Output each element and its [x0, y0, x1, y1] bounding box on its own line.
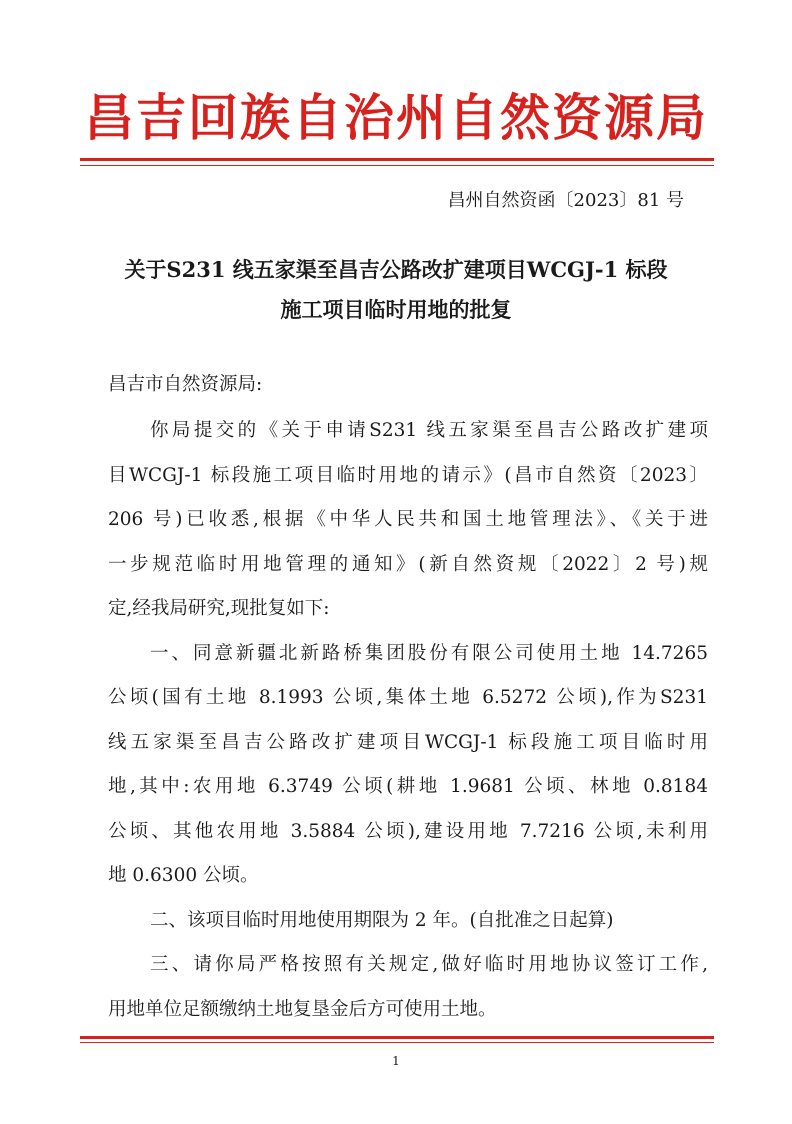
body-line: 线五家渠至昌吉公路改扩建项目WCGJ-1 标段施工项目临时用	[108, 731, 708, 753]
salutation: 昌吉市自然资源局:	[108, 374, 263, 395]
body-line: 目WCGJ-1 标段施工项目临时用地的请示》(昌市自然资〔2023〕	[108, 464, 708, 486]
masthead-red-rule-thick	[80, 158, 714, 161]
body-line: 三、请你局严格按照有关规定,做好临时用地协议签订工作,	[150, 954, 708, 975]
body-line: 地 0.6300 公顷。	[108, 865, 259, 886]
body-line: 公顷、其他农用地 3.5884 公顷),建设用地 7.7216 公顷,未利用	[108, 820, 708, 842]
document-title-line-1: 关于S231 线五家渠至昌吉公路改扩建项目WCGJ-1 标段	[124, 257, 668, 282]
page-number: 1	[392, 1054, 400, 1068]
document-title-line-2: 施工项目临时用地的批复	[280, 297, 512, 322]
body-line: 你局提交的《关于申请S231 线五家渠至昌吉公路改扩建项	[150, 420, 708, 441]
document-number: 昌州自然资函〔2023〕81 号	[447, 190, 684, 211]
body-line: 二、该项目临时用地使用期限为 2 年。(自批准之日起算)	[150, 909, 614, 931]
body-line: 公顷(国有土地 8.1993 公顷,集体土地 6.5272 公顷),作为S231	[108, 687, 708, 708]
body-line: 一步规范临时用地管理的通知》(新自然资规〔2022〕2 号)规	[108, 553, 708, 575]
body-line: 地,其中:农用地 6.3749 公顷(耕地 1.9681 公顷、林地 0.8184	[108, 776, 708, 797]
footer-red-rule-thin	[80, 1042, 714, 1043]
body-line: 用地单位足额缴纳土地复垦金后方可使用土地。	[108, 998, 497, 1020]
body-line: 206 号)已收悉,根据《中华人民共和国土地管理法》、《关于进	[108, 509, 708, 530]
masthead-title: 昌吉回族自治州自然资源局	[84, 88, 708, 147]
body-line: 一、同意新疆北新路桥集团股份有限公司使用土地 14.7265	[150, 642, 708, 664]
footer-red-rule-thick	[80, 1036, 714, 1039]
body-line: 定,经我局研究,现批复如下:	[108, 598, 330, 619]
masthead-red-rule-thin	[80, 165, 714, 166]
